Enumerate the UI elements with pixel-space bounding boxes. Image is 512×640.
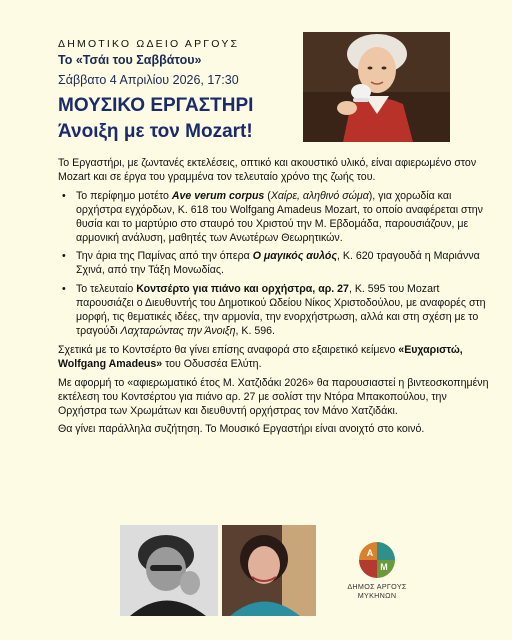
bullet-icon: • [62, 250, 66, 263]
text-title: «Ευχαριστώ, Wolfgang Amadeus» [58, 343, 463, 370]
item-text: ( [264, 189, 271, 202]
event-title: ΜΟΥΣΙΚΟ ΕΡΓΑΣΤΗΡΙ [58, 95, 254, 116]
event-description [58, 157, 490, 442]
item-text: , Κ. 595 του Mozart παρουσιάζει ο Διευθυντής του Δημοτικού Ωδείου Νίκος Χριστοδούλου, με αναφορές στη μορφή, τις θεματικές ιδέες, την αρμονία, την ενορχήστρωση, αλλά και στη σχέση με το τραγούδι [76, 283, 486, 337]
mozart-portrait-image [303, 32, 450, 142]
program-list [58, 190, 490, 339]
municipality-name-line1: ΔΗΜΟΣ ΑΡΓΟΥΣ [347, 582, 407, 591]
logo-quadrant [377, 542, 395, 560]
item-text: Την άρια της Παμίνας από την όπερα [76, 250, 253, 263]
municipality-logo-icon [357, 540, 397, 580]
paragraph-text: Σχετικά με το Κοντσέρτο θα γίνει επίσης αναφορά στο εξαιρετικό κείμενο [58, 343, 399, 356]
song-title: Λαχταρώντας την Άνοιξη [120, 324, 236, 337]
elytis-paragraph [58, 344, 490, 372]
program-item-magic-flute [58, 250, 490, 278]
item-text: , Κ. 596. [235, 324, 276, 337]
event-datetime: Σάββατο 4 Απριλίου 2026, 17:30 [58, 73, 239, 87]
item-text: Το τελευταίο [76, 283, 137, 296]
event-subtitle: Άνοιξη με τον Mozart! [58, 121, 253, 142]
bullet-icon: • [62, 189, 66, 202]
discussion-paragraph: Θα γίνει παράλληλα συζήτηση. Το Μουσικό Εργαστήρι είναι ανοιχτό στο κοινό. [58, 423, 425, 436]
municipality-name-line2: ΜΥΚΗΝΩΝ [357, 591, 397, 600]
program-item-piano-concerto [58, 283, 490, 339]
organization-name: ΔΗΜΟΤΙΚΟ ΩΔΕΙΟ ΑΡΓΟΥΣ [58, 38, 240, 50]
item-text: , Κ. 620 τραγουδά η Μαριάννα Σχινά, από την Τάξη Μονωδίας. [76, 250, 480, 277]
intro-paragraph: Το Εργαστήρι, με ζωντανές εκτελέσεις, οπτικό και ακουστικό υλικό, είναι αφιερωμένο στον Mozart και σε έργα του γραμμένα τον τελευταίο χρόνο της ζωής του. [58, 157, 477, 183]
pianist-photo [222, 525, 316, 616]
work-title: Ave verum corpus [171, 189, 265, 202]
item-text: ), για χορωδία και ορχήστρα εγχόρδων, Κ. 618 του Wolfgang Amadeus Mozart, το οποίο αναφέρεται στην θυσία και το μαρτύριο στο σταυρό του Χριστού την Μ. Εβδομάδα, παρουσιάζουν, με αρμονική ανάλυση, μαθητές των Ανωτέρων Θεωρητικών. [76, 189, 483, 244]
bullet-icon: • [62, 283, 66, 296]
work-translation: Χαίρε, αληθινό σώμα [270, 189, 369, 202]
logo-letter-a: Α [366, 548, 374, 558]
municipality-name [334, 582, 420, 600]
logo-letter-m: Μ [380, 562, 388, 572]
work-title: Κοντσέρτο για πιάνο και ορχήστρα, αρ. 27 [136, 283, 349, 296]
logo-quadrant [359, 560, 377, 578]
event-series: Το «Τσάι του Σαββάτου» [58, 53, 202, 67]
speaker-photo [120, 525, 218, 616]
item-text: Το περίφημο μοτέτο [76, 189, 172, 202]
program-item-ave-verum [58, 190, 490, 246]
work-title: Ο μαγικός αυλός [252, 250, 337, 263]
hadjidakis-paragraph: Με αφορμή το «αφιερωματικό έτος Μ. Χατζιδάκι 2026» θα παρουσιαστεί η βιντεοσκοπημένη εκτέλεση του Κοντσέρτου για πιάνο αρ. 27 με σολίστ την Ντόρα Μπακοπούλου, την Ορχήστρα των Χρωμάτων και διευθυντή ορχήστρας τον Μάνο Χατζιδάκι. [58, 376, 489, 417]
paragraph-text: του Οδυσσέα Ελύτη. [162, 357, 262, 370]
